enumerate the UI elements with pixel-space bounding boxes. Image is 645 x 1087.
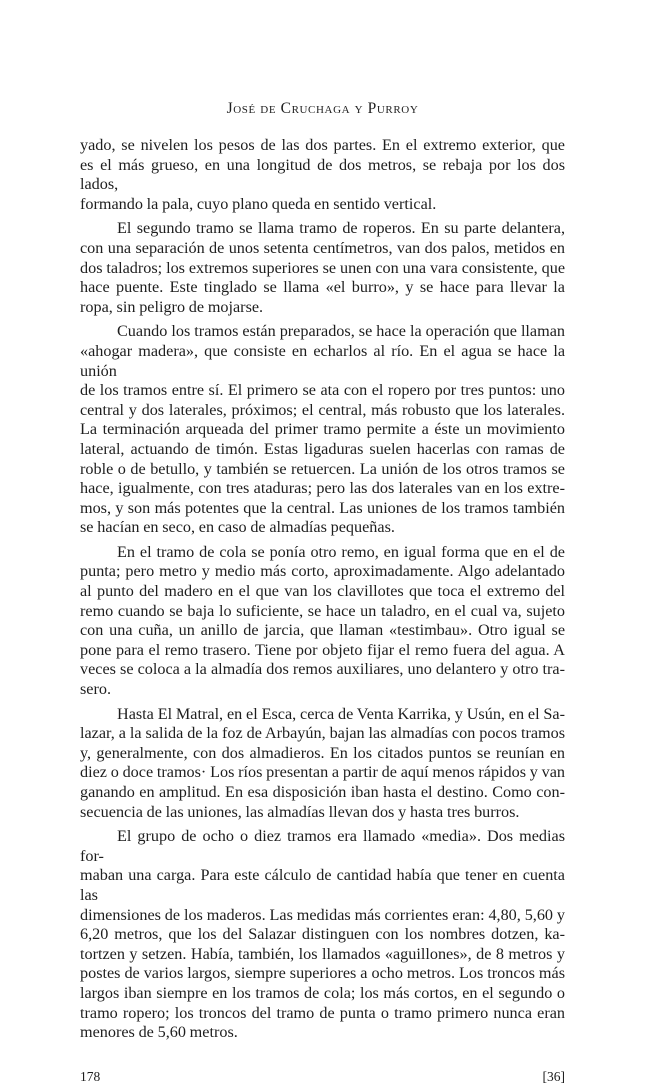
text-line: con una separación de unos setenta centímetros, van dos palos, metidos en xyxy=(80,238,565,257)
running-head: José de Cruchaga y Purroy xyxy=(226,100,419,117)
text-line: y, generalmente, con dos almadieros. En los citados puntos se reunían en xyxy=(80,743,565,762)
text-line: roble o de betullo, y también se retuercen. La unión de los otros tramos se xyxy=(80,459,565,478)
text-line: secuencia de las uniones, las almadías llevan dos y hasta tres burros. xyxy=(80,802,520,821)
text-line: 6,20 metros, que los del Salazar distinguen con los nombres dotzen, ka- xyxy=(80,925,565,944)
text-line: ropa, sin peligro de mojarse. xyxy=(80,297,264,316)
paragraph xyxy=(80,827,565,1043)
text-line: La terminación arqueada del primer tramo permite a éste un movimiento xyxy=(80,420,565,439)
text-line: remo cuando se baja lo suficiente, se hace un taladro, en el cual va, sujeto xyxy=(80,601,565,620)
text-line: central y dos laterales, próximos; el central, más robusto que los laterales. xyxy=(80,400,565,419)
paragraph xyxy=(80,136,565,214)
text-line: menores de 5,60 metros. xyxy=(80,1023,238,1042)
text-line: El grupo de ocho o diez tramos era llamado «media». Dos medias for- xyxy=(80,827,565,865)
text-line: hace puente. Este tinglado se llama «el burro», y se hace para llevar la xyxy=(80,278,565,297)
text-line: El segundo tramo se llama tramo de roperos. En su parte delantera, xyxy=(117,219,565,238)
page-footer xyxy=(80,1067,565,1087)
text-line: dimensiones de los maderos. Las medidas más corrientes eran: 4,80, 5,60 y xyxy=(80,905,565,924)
text-line: Hasta El Matral, en el Esca, cerca de Venta Karrika, y Usún, en el Sa- xyxy=(117,704,565,723)
text-line: lateral, actuando de timón. Estas ligaduras suelen hacerlas con ramas de xyxy=(80,439,565,458)
text-line: sero. xyxy=(80,680,112,699)
paragraph xyxy=(80,543,565,700)
text-line: diez o doce tramos· Los ríos presentan a partir de aquí menos rápidos y van xyxy=(80,763,565,782)
text-line: tortzen y setzen. Había, también, los llamados «aguillones», de 8 metros y xyxy=(80,944,565,963)
paragraph xyxy=(80,219,565,317)
text-line: con una cuña, un anillo de jarcia, que llaman «testimbau». Otro igual se xyxy=(80,621,565,640)
text-line: Cuando los tramos están preparados, se hace la operación que llaman xyxy=(117,322,565,341)
text-line: formando la pala, cuyo plano queda en sentido vertical. xyxy=(80,194,437,213)
text-line: «ahogar madera», que consiste en echarlos al río. En el agua se hace la unión xyxy=(80,341,565,380)
page-reference: [36] xyxy=(542,1068,565,1084)
paragraph xyxy=(80,322,565,538)
text-line: yado, se nivelen los pesos de las dos partes. En el extremo exterior, que xyxy=(80,136,565,154)
text-line: tramo ropero; los troncos del tramo de punta o tramo primero nunca eran xyxy=(80,1003,565,1022)
text-line: largos iban siempre en los tramos de cola; los más cortos, en el segundo o xyxy=(80,983,565,1002)
text-line: punta; pero metro y medio más corto, aproximadamente. Algo adelantado xyxy=(80,562,565,581)
body-text xyxy=(80,136,565,1043)
text-line: al punto del madero en el que van los clavillotes que toca el extremo del xyxy=(80,582,565,601)
text-line: veces se coloca a la almadía dos remos auxiliares, uno delantero y otro tra- xyxy=(80,660,565,679)
text-line: se hacían en seco, en caso de almadías pequeñas. xyxy=(80,518,395,537)
text-line: En el tramo de cola se ponía otro remo, en igual forma que en el de xyxy=(117,542,565,561)
text-line: lazar, a la salida de la foz de Arbayún, bajan las almadías con pocos tramos xyxy=(80,724,565,743)
paragraph xyxy=(80,705,565,823)
text-line: pone para el remo trasero. Tiene por objeto fijar el remo fuera del agua. A xyxy=(80,640,565,659)
text-line: dos taladros; los extremos superiores se unen con una vara consistente, que xyxy=(80,258,565,277)
text-line: mos, y son más potentes que la central. Las uniones de los tramos también xyxy=(80,498,565,517)
text-line: postes de varios largos, siempre superiores a ocho metros. Los troncos más xyxy=(80,964,565,983)
text-line: hace, igualmente, con tres ataduras; pero las dos laterales van en los extre- xyxy=(80,479,565,498)
text-line: de los tramos entre sí. El primero se ata con el ropero por tres puntos: uno xyxy=(80,381,565,400)
text-line: ganando en amplitud. En esa disposición iban hasta el destino. Como con- xyxy=(80,783,565,801)
text-line: es el más grueso, en una longitud de dos metros, se rebaja por los dos lados, xyxy=(80,155,565,194)
text-line: maban una carga. Para este cálculo de cantidad había que tener en cuenta las xyxy=(80,866,565,904)
page-number: 178 xyxy=(80,1068,101,1084)
